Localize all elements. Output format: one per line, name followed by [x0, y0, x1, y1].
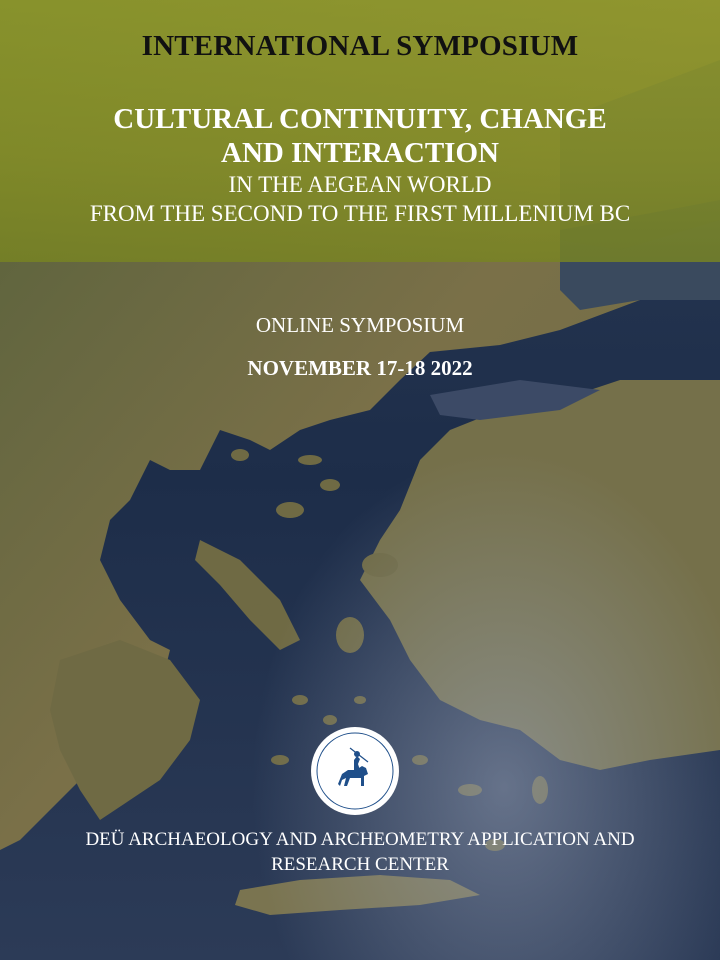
title-line-2: AND INTERACTION — [221, 137, 499, 169]
university-seal-logo — [310, 726, 400, 816]
event-format: ONLINE SYMPOSIUM — [255, 313, 465, 337]
event-type: INTERNATIONAL SYMPOSIUM — [141, 30, 579, 62]
organizer-line-2: RESEARCH CENTER — [271, 854, 449, 875]
event-dates: NOVEMBER 17-18 2022 — [247, 356, 473, 380]
subtitle-line-2: FROM THE SECOND TO THE FIRST MILLENIUM BC — [89, 201, 631, 226]
title-line-1: CULTURAL CONTINUITY, CHANGE — [113, 103, 607, 135]
organizer-line-1: DEÜ ARCHAEOLOGY AND ARCHEOMETRY APPLICATION AND — [85, 829, 635, 850]
subtitle-line-1: IN THE AEGEAN WORLD — [228, 172, 492, 197]
